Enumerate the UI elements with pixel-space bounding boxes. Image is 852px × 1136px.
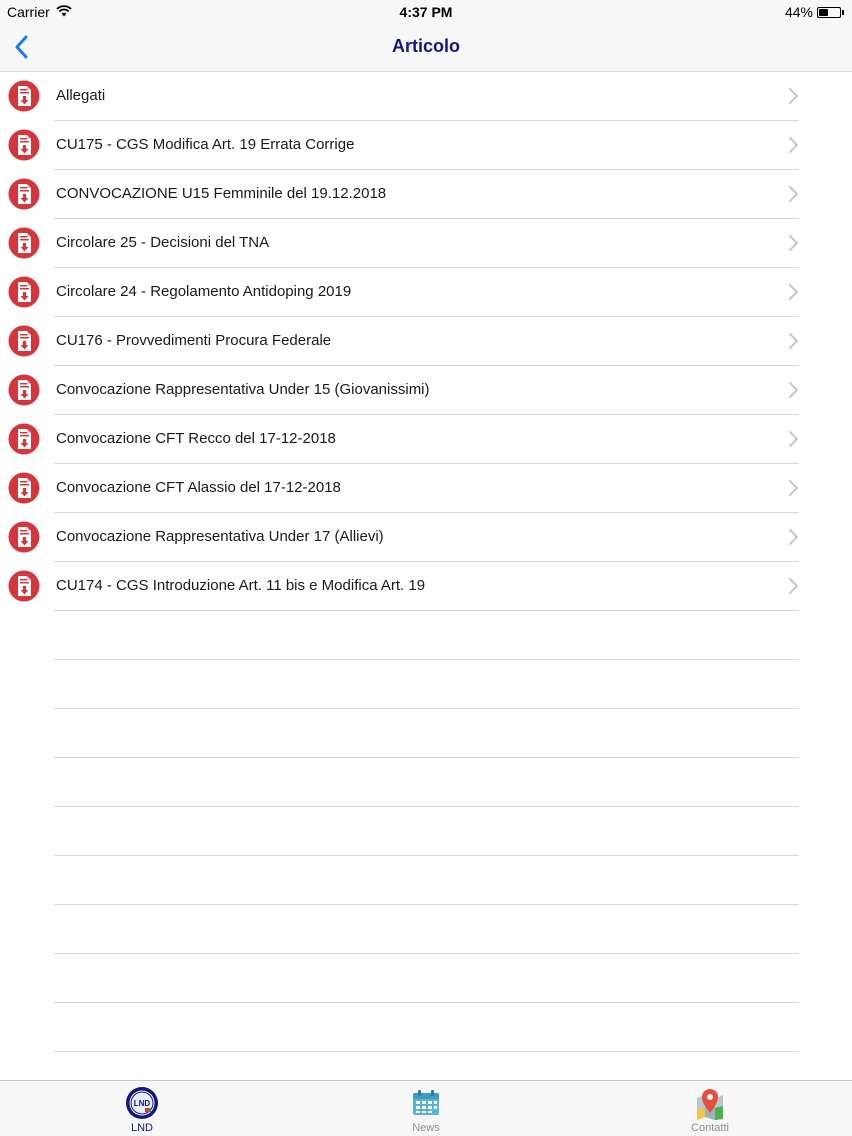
pdf-download-icon xyxy=(8,374,40,406)
pdf-download-icon xyxy=(8,521,40,553)
battery-percent: 44% xyxy=(784,4,813,20)
list-item-label: CU174 - CGS Introduzione Art. 11 bis e Modifica Art. 19 xyxy=(56,577,426,594)
list-item-label: Convocazione CFT Alassio del 17-12-2018 xyxy=(56,479,341,496)
chevron-right-icon xyxy=(787,283,799,301)
list-item-label: CU175 - CGS Modifica Art. 19 Errata Corrige xyxy=(56,136,355,153)
list-item-label: CU176 - Provvedimenti Procura Federale xyxy=(56,332,332,349)
list-item-label: Convocazione Rappresentativa Under 17 (Allievi) xyxy=(56,528,384,545)
tab-contatti[interactable] xyxy=(650,1086,770,1134)
svg-text:LND: LND xyxy=(133,1099,151,1108)
list-item-label: CONVOCAZIONE U15 Femminile del 19.12.2018 xyxy=(56,185,387,202)
pdf-download-icon xyxy=(8,178,40,210)
pdf-download-icon xyxy=(8,80,40,112)
list-item[interactable] xyxy=(0,366,852,415)
tab-bar xyxy=(0,1080,852,1136)
map-pin-icon xyxy=(693,1086,727,1120)
list-item[interactable] xyxy=(0,268,852,317)
list-item[interactable] xyxy=(0,317,852,366)
chevron-right-icon xyxy=(787,381,799,399)
empty-row xyxy=(0,954,852,1003)
empty-row xyxy=(0,709,852,758)
chevron-right-icon xyxy=(787,430,799,448)
battery-icon xyxy=(817,7,841,18)
row-separator xyxy=(54,1051,799,1052)
empty-row xyxy=(0,905,852,954)
navigation-bar xyxy=(0,24,852,72)
empty-row xyxy=(0,660,852,709)
chevron-right-icon xyxy=(787,332,799,350)
pdf-download-icon xyxy=(8,570,40,602)
list-item[interactable] xyxy=(0,464,852,513)
chevron-right-icon xyxy=(787,87,799,105)
chevron-right-icon xyxy=(787,136,799,154)
empty-row xyxy=(0,856,852,905)
pdf-download-icon xyxy=(8,129,40,161)
list-item[interactable] xyxy=(0,72,852,121)
lnd-logo-icon xyxy=(125,1086,159,1120)
chevron-right-icon xyxy=(787,528,799,546)
empty-row xyxy=(0,611,852,660)
status-time: 4:37 PM xyxy=(399,4,453,20)
pdf-download-icon xyxy=(8,472,40,504)
page-title: Articolo xyxy=(391,36,460,56)
tab-lnd[interactable] xyxy=(82,1086,202,1134)
chevron-right-icon xyxy=(787,577,799,595)
pdf-download-icon xyxy=(8,423,40,455)
list-item[interactable] xyxy=(0,121,852,170)
pdf-download-icon xyxy=(8,325,40,357)
chevron-right-icon xyxy=(787,234,799,252)
tab-label-contatti: Contatti xyxy=(691,1122,729,1134)
list-item-label: Allegati xyxy=(56,87,106,104)
empty-row xyxy=(0,807,852,856)
carrier-label: Carrier xyxy=(7,4,50,20)
status-bar xyxy=(0,0,852,24)
list-item-label: Convocazione Rappresentativa Under 15 (Giovanissimi) xyxy=(56,381,430,398)
pdf-download-icon xyxy=(8,227,40,259)
pdf-download-icon xyxy=(8,276,40,308)
list-item-label: Circolare 24 - Regolamento Antidoping 2019 xyxy=(56,283,352,300)
list-item-label: Circolare 25 - Decisioni del TNA xyxy=(56,234,270,251)
chevron-right-icon xyxy=(787,185,799,203)
list-item[interactable] xyxy=(0,415,852,464)
empty-row xyxy=(0,758,852,807)
status-right xyxy=(785,4,844,20)
tab-news[interactable] xyxy=(366,1086,486,1134)
tab-label-lnd: LND xyxy=(130,1122,153,1134)
attachments-list xyxy=(0,72,852,1052)
list-item-label: Convocazione CFT Recco del 17-12-2018 xyxy=(56,430,336,447)
list-item[interactable] xyxy=(0,513,852,562)
tab-label-news: News xyxy=(412,1122,440,1134)
chevron-right-icon xyxy=(787,479,799,497)
empty-row xyxy=(0,1003,852,1052)
list-item[interactable] xyxy=(0,170,852,219)
list-item[interactable] xyxy=(0,219,852,268)
battery-tip xyxy=(842,10,844,15)
calendar-icon xyxy=(409,1086,443,1120)
list-item[interactable] xyxy=(0,562,852,611)
